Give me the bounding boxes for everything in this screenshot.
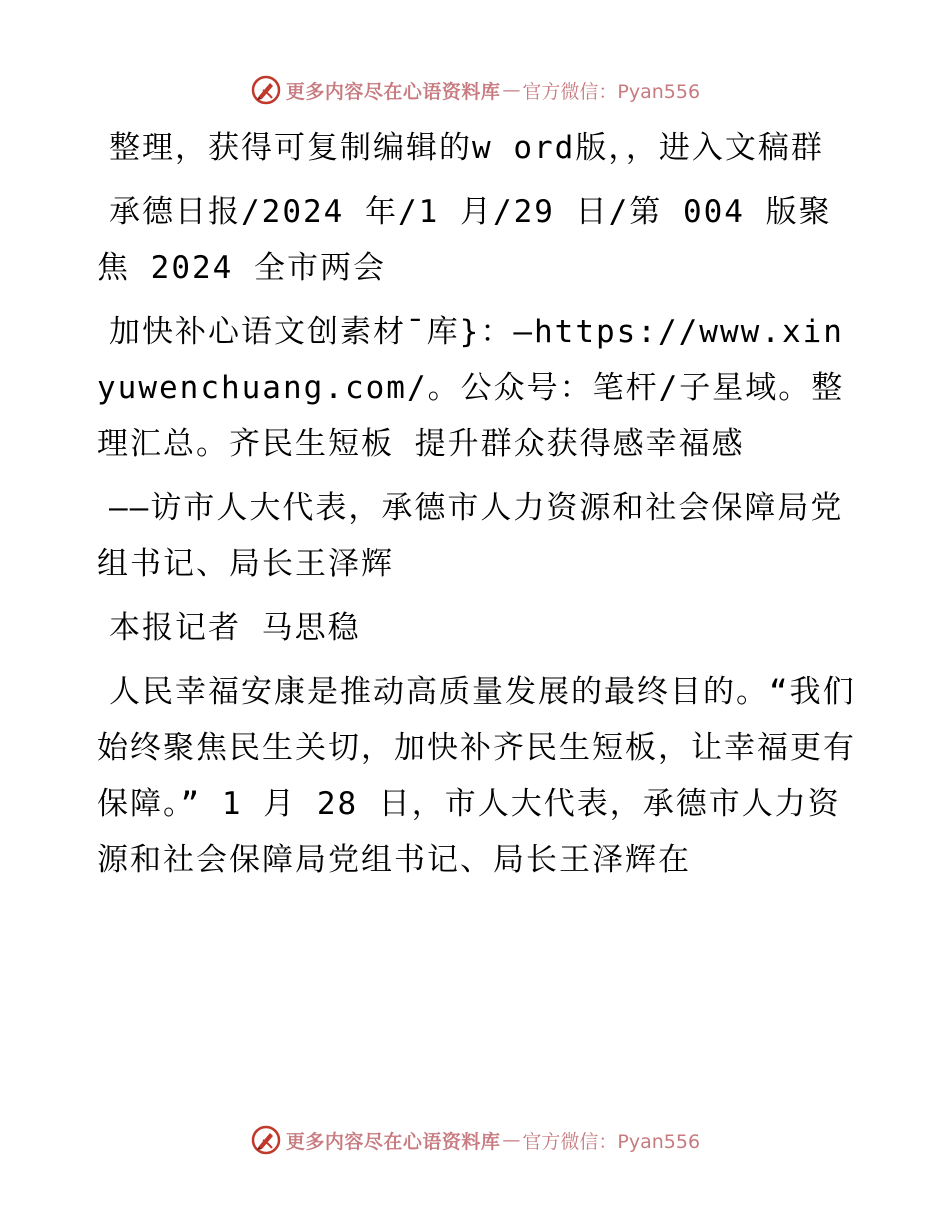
paragraph-source-text: 承德日报/2024 年/1 月/29 日/第 004 版聚焦 2024 全市两会 (97, 194, 832, 286)
paragraph-source (97, 184, 857, 296)
document-body (97, 120, 857, 896)
paragraph-subtitle-text: ——访市人大代表，承德市人力资源和社会保障局党组书记、局长王泽辉 (97, 490, 844, 582)
banner-separator: — (502, 79, 521, 101)
pen-circle-logo-icon (250, 74, 282, 106)
banner-contact: 官方微信：Pyan556 (522, 80, 701, 103)
pen-circle-logo-icon (250, 1124, 282, 1156)
paragraph-body-text: 人民幸福安康是推动高质量发展的最终目的。“我们始终聚焦民生关切，加快补齐民生短板，让幸福更有保障。” 1 月 28 日，市人大代表，承德市人力资源和社会保障局党组书记、局长王泽辉在 (97, 674, 856, 878)
paragraph-byline (97, 600, 857, 656)
paragraph-byline-text: 本报记者 马思稳 (109, 610, 361, 646)
banner-contact: 官方微信：Pyan556 (522, 1130, 701, 1153)
banner-title: 更多内容尽在心语资料库 (285, 80, 501, 103)
paragraph-intro-text: 整理，获得可复制编辑的w ord版，，进入文稿群 (109, 130, 824, 166)
header-watermark-banner (0, 72, 950, 108)
paragraph-headline (97, 304, 857, 472)
banner-title: 更多内容尽在心语资料库 (285, 1130, 501, 1153)
paragraph-subtitle (97, 480, 857, 592)
paragraph-intro (97, 120, 857, 176)
footer-watermark-banner (0, 1122, 950, 1158)
paragraph-body (97, 664, 857, 888)
paragraph-headline-text: 加快补心语文创素材¯库}：—https://www.xinyuwenchuang.com/。公众号：笔杆/子星域。整理汇总。齐民生短板 提升群众获得感幸福感 (97, 314, 845, 462)
banner-separator: — (502, 1129, 521, 1151)
